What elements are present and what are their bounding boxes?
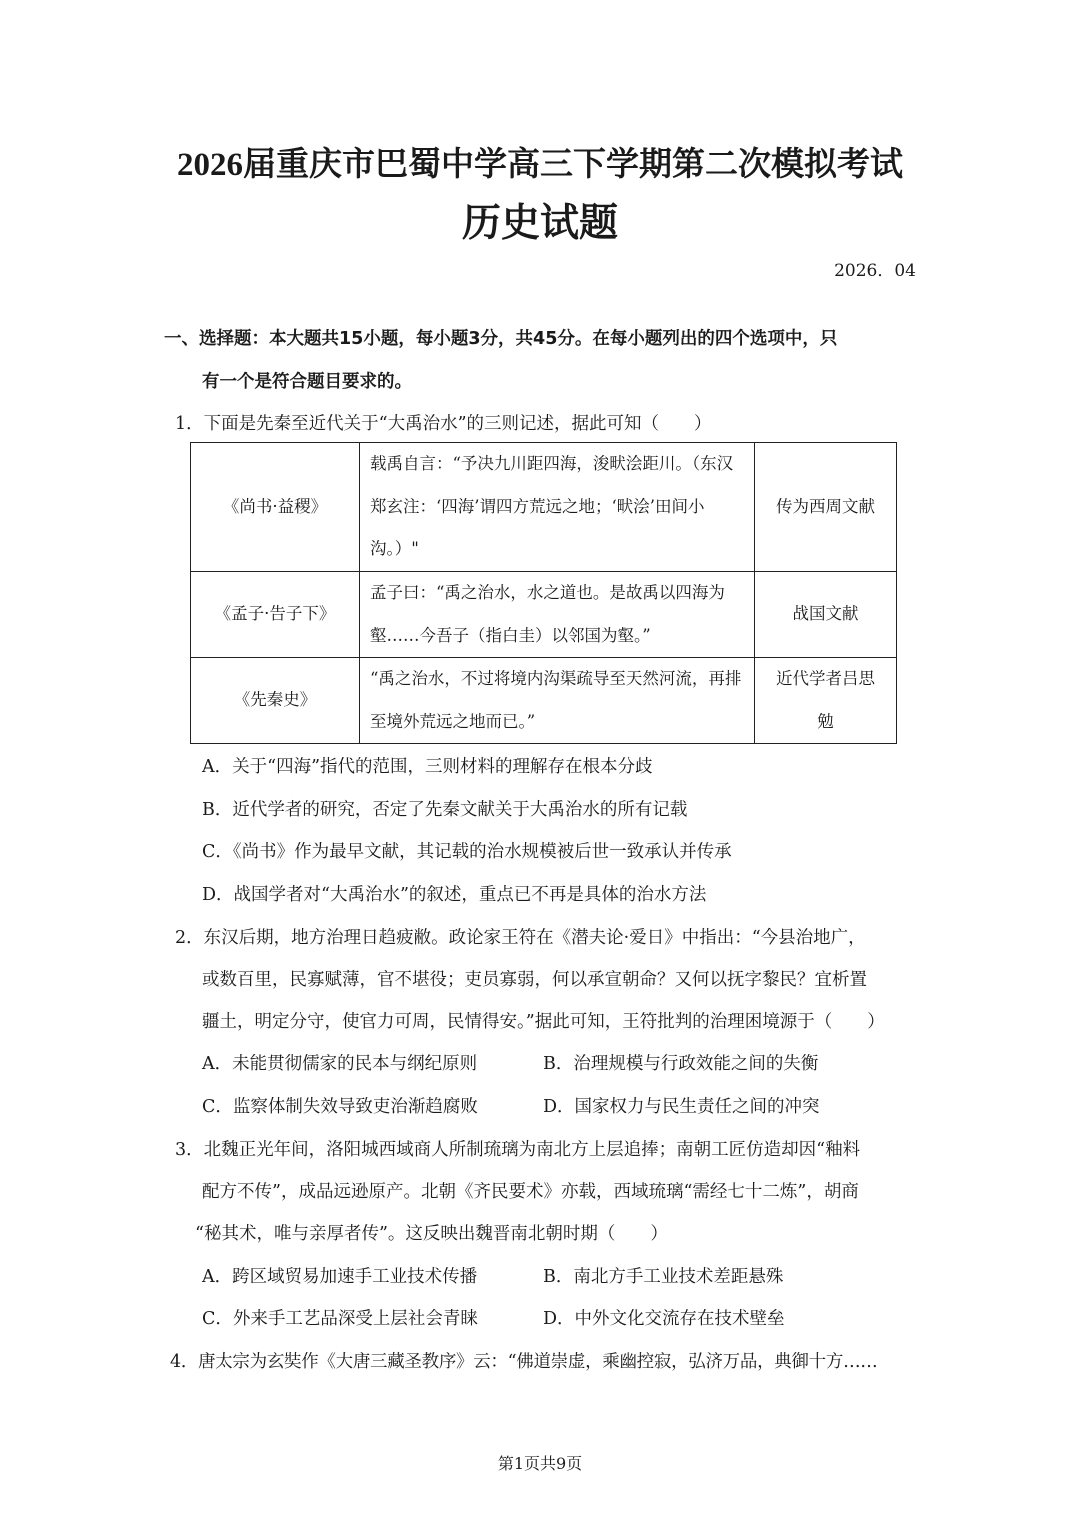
- question-2-option-a: A．未能贯彻儒家的民本与纲纪原则: [202, 1054, 478, 1074]
- source-content: 孟子曰：“禹之治水，水之道也。是故禹以四海为壑……今吾子（指白圭）以邻国为壑。”: [360, 572, 755, 658]
- question-2-stem-line2: 或数百里，民寡赋薄，官不堪役；吏员寡弱，何以承宣朝命？又何以抚字黎民？宜析置: [202, 970, 867, 990]
- source-note: 近代学者吕思勉: [755, 658, 897, 744]
- source-note: 战国文献: [755, 572, 897, 658]
- question-1-source-table: [190, 442, 897, 744]
- source-title: 《先秦史》: [191, 658, 360, 744]
- question-1-option-c: C．《尚书》作为最早文献，其记载的治水规模被后世一致承认并传承: [202, 842, 732, 862]
- source-content: 载禹自言：“予决九川距四海，浚畎浍距川。（东汉郑玄注：‘四海’谓四方荒远之地；‘畎浍’田间小沟。）": [360, 443, 755, 572]
- question-2-option-d: D．国家权力与民生责任之间的冲突: [543, 1097, 820, 1117]
- source-content: “禹之治水，不过将境内沟渠疏导至天然河流，再排至境外荒远之地而已。”: [360, 658, 755, 744]
- question-3-stem-line3: “秘其术，唯与亲厚者传”。这反映出魏晋南北朝时期（ ）: [195, 1224, 668, 1244]
- question-3-stem-line1: 3．北魏正光年间，洛阳城西域商人所制琉璃为南北方上层追捧；南朝工匠仿造却因“釉料: [175, 1140, 861, 1160]
- question-4-stem-line1: 4．唐太宗为玄奘作《大唐三藏圣教序》云：“佛道崇虚，乘幽控寂，弘济万品，典御十方……: [170, 1352, 878, 1372]
- exam-title: 2026届重庆市巴蜀中学高三下学期第二次模拟考试: [177, 147, 903, 183]
- source-title: 《尚书·益稷》: [191, 443, 360, 572]
- question-1-option-a: A．关于“四海”指代的范围，三则材料的理解存在根本分歧: [202, 757, 653, 777]
- question-3-option-c: C．外来手工艺品深受上层社会青睐: [202, 1309, 478, 1329]
- question-2-option-b: B．治理规模与行政效能之间的失衡: [543, 1054, 819, 1074]
- exam-subject: 历史试题: [461, 201, 618, 246]
- table-row: [191, 658, 897, 744]
- question-3-option-a: A．跨区域贸易加速手工业技术传播: [202, 1267, 478, 1287]
- page-number: 第1页共9页: [497, 1454, 583, 1473]
- question-3-option-d: D．中外文化交流存在技术壁垒: [543, 1309, 785, 1329]
- question-1-option-b: B．近代学者的研究，否定了先秦文献关于大禹治水的所有记载: [202, 800, 688, 820]
- section-heading-line1: 一、选择题：本大题共15小题，每小题3分，共45分。在每小题列出的四个选项中，只: [164, 329, 838, 349]
- source-title: 《孟子·告子下》: [191, 572, 360, 658]
- question-3-stem-line2: 配方不传”，成品远逊原产。北朝《齐民要术》亦载，西域琉璃“需经七十二炼”，胡商: [202, 1182, 859, 1202]
- exam-date: 2026．04: [834, 261, 916, 281]
- table-row: [191, 443, 897, 572]
- table-row: [191, 572, 897, 658]
- question-1-stem: 1．下面是先秦至近代关于“大禹治水”的三则记述，据此可知（ ）: [175, 414, 712, 434]
- question-2-option-c: C．监察体制失效导致吏治渐趋腐败: [202, 1097, 478, 1117]
- question-2-stem-line1: 2．东汉后期，地方治理日趋疲敝。政论家王符在《潜夫论·爱日》中指出：“今县治地广，: [175, 928, 866, 948]
- question-3-option-b: B．南北方手工业技术差距悬殊: [543, 1267, 784, 1287]
- question-1-option-d: D．战国学者对“大禹治水”的叙述，重点已不再是具体的治水方法: [202, 885, 707, 905]
- source-note: 传为西周文献: [755, 443, 897, 572]
- question-2-stem-line3: 疆土，明定分守，使官力可周，民情得安。”据此可知，王符批判的治理困境源于（ ）: [202, 1012, 885, 1032]
- section-heading-line2: 有一个是符合题目要求的。: [202, 372, 412, 392]
